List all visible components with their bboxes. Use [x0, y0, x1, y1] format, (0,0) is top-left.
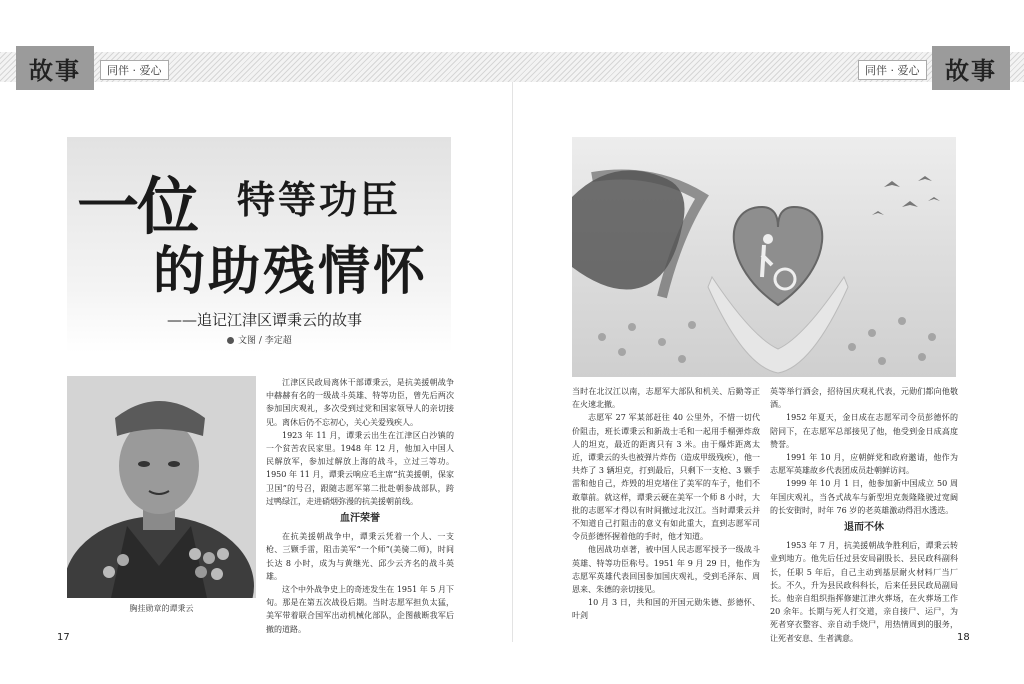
article-byline: [227, 333, 292, 346]
byline-text: 文图 / 李定超: [238, 336, 292, 346]
page-number-left: 17: [57, 632, 70, 643]
section-tag-left: 同伴 · 爱心: [100, 60, 169, 80]
paragraph: 1999 年 10 月 1 日，他参加新中国成立 50 周年国庆观礼，当各式战车与新型坦克轰隆隆驶过宽阔的长安街时，时年 76 岁的老英雄激动得泪水透迭。: [770, 479, 958, 515]
portrait-caption: 胸挂勋章的谭秉云: [129, 604, 194, 613]
illustration-heart-hands: [572, 137, 956, 377]
paragraph: 江津区民政局离休干部谭秉云，是抗美援朝战争中赫赫有名的一级战斗英雄、特等功臣，曾先后两次参加国庆观礼，多次受到过党和国家领导人的亲切接见。离休后仍不忘初心，关心关爱残疾人。: [266, 378, 454, 427]
title-first-word: 一位: [77, 170, 198, 243]
page-gutter: [512, 82, 513, 642]
paragraph: 这个中外战争史上的奇迹发生在 1951 年 5 月下旬。那是在第五次战役后期。当时志愿军担负太猛，美军带着联合国军出动机械化部队，企图截断我军后撤的道路。: [266, 585, 454, 634]
section-title-left: 故事: [16, 46, 94, 90]
paragraph: 英等举行酒会，招待国庆观礼代表，元勋们都向他敬酒。: [770, 387, 958, 410]
paragraph: 1953 年 7 月，抗美援朝战争胜利后，谭秉云转业到地方。他先后任过县安局副股长、县民政科副科长，任职 5 年后，自己主动到基层耐火材料厂当厂长。不久，升为县民政科科长，后来任县民政局副局长。他亲自组织指挥修建江津火葬场，在火葬场工作 20 余年。长期与死人打交道，亲自接尸、运尸，为死者穿衣整容、亲自动手烧尸，用热情周到的服务，让死者安息、生者满意。: [770, 541, 958, 643]
illustration-drawing: [572, 137, 956, 377]
paragraph: 10 月 3 日，共和国的开国元勋朱德、彭德怀、叶剑: [572, 598, 760, 621]
portrait-photo: [67, 376, 256, 598]
section-heading: 血汗荣誉: [340, 513, 380, 525]
paragraph: 他因战功卓著，被中国人民志愿军授予一级战斗英雄、特等功臣称号。1951 年 9 月 29 日，他作为志愿军英雄代表回国参加国庆观礼，受到毛泽东、周恩来、朱德的亲切接见。: [572, 545, 760, 595]
text-column-2: [572, 385, 760, 623]
paragraph: 1952 年夏天，金日成在志愿军司令员彭德怀的陪同下，在志愿军总部接见了他，他受到金日成高度赞誉。: [770, 413, 958, 449]
paragraph: 1991 年 10 月，应朝鲜党和政府邀请，他作为志愿军英雄故乡代表团成员赴朝鲜访问。: [770, 453, 958, 476]
article-title-box: [67, 137, 451, 353]
paragraph: 当时在北汉江以南，志愿军大部队和机关、后勤等正在火速北撤。: [572, 387, 760, 410]
section-title-right: 故事: [932, 46, 1010, 90]
paragraph: 在抗美援朝战争中，谭秉云凭着一个人、一支枪、三颗手雷，阻击美军“一个师”(美骑二师)，时间长达 8 小时，成为与黄继光、邱少云齐名的战斗英雄。: [266, 532, 454, 581]
portrait-drawing: [67, 376, 256, 598]
title-first-rest: 特等功臣: [237, 178, 402, 222]
page-number-right: 18: [957, 632, 970, 643]
article-subtitle: ——追记江津区谭秉云的故事: [167, 311, 363, 329]
paragraph: 志愿军 27 军某部赶往 40 公里外，不惜一切代价阻击，班长谭秉云和新战士毛和一起用手榴弹炸敌人的坦克，最近的距离只有 3 米。由于爆炸距离太近，谭秉云的头也被弹片炸伤（造成甲级残疾），他一共炸了 3 辆坦克，打到最后，只剩下一支枪、3 颗手雷和他自己，炸毁的坦克堵住了美军的车子，他们不敢靠前。就这样，谭秉云硬在美军一个师 8 小时，大批的志愿军才得以有时间撤过北汉江。当时谭秉云并不知道自己打阻击的意义有如此重大，直到志愿军司令员彭德怀握着他的手时，他才知道。: [572, 413, 760, 542]
paragraph: 1923 年 11 月，谭秉云出生在江津区白沙镇的一个贫苦农民家里。1948 年 12 月，他加入中国人民解放军，参加过解放上海的战斗，立过三等功。1950 年 11 月，谭秉云响应毛主席“抗美援朝，保家卫国”的号召，跟随志愿军第二批赴朝参战部队，跨过鸭绿江，走进硝烟弥漫的抗美援朝前线。: [266, 430, 454, 506]
section-tag-right: 同伴 · 爱心: [858, 60, 927, 80]
title-second-line: 的助残情怀: [153, 242, 429, 302]
section-heading: 退而不休: [844, 522, 884, 534]
text-column-1: [266, 376, 454, 636]
byline-bullet-icon: [227, 337, 234, 344]
text-column-3: [770, 385, 958, 645]
